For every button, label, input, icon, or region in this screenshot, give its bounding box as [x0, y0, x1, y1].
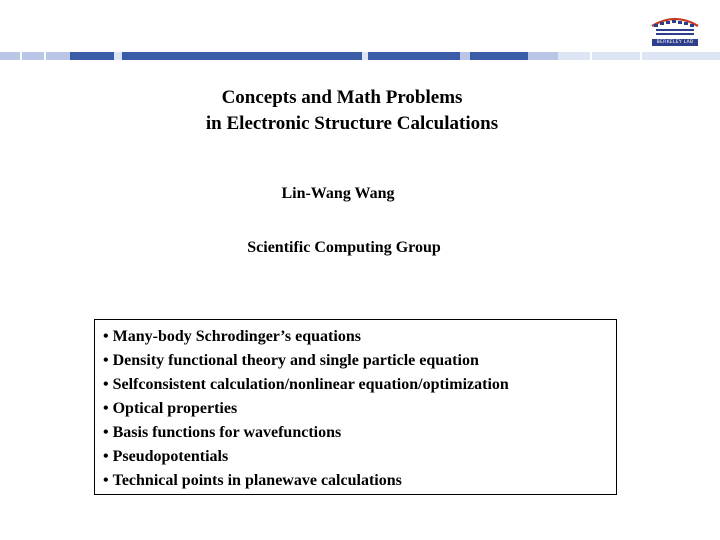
header-bar-segment [0, 52, 70, 60]
header-bar-gap [20, 52, 22, 60]
affiliation: Scientific Computing Group [247, 239, 441, 256]
header-bar-segment [368, 52, 460, 60]
logo-text: BERKELEY LAB [656, 40, 694, 45]
header-bar-gap [44, 52, 46, 60]
header-bar-segment [114, 52, 122, 60]
topic-item: • Density functional theory and single particle equation [103, 349, 616, 373]
header-bar [0, 52, 720, 60]
header-bar-segment [470, 52, 528, 60]
header-bar-segment [70, 52, 114, 60]
topics-box [94, 319, 617, 495]
topic-item: • Pseudopotentials [103, 445, 616, 469]
title-line-1: Concepts and Math Problems [221, 87, 463, 108]
topic-item: • Many-body Schrodinger’s equations [103, 325, 616, 349]
topic-item: • Selfconsistent calculation/nonlinear equation/optimization [103, 373, 616, 397]
header-bar-segment [122, 52, 362, 60]
header-bar-segment [558, 52, 720, 60]
header-bar-gap [640, 52, 642, 60]
header-bar-gap [590, 52, 592, 60]
title-line-2: in Electronic Structure Calculations [205, 113, 499, 134]
header-bar-segment [528, 52, 558, 60]
berkeley-lab-logo [648, 10, 702, 48]
header-bar-segment [460, 52, 470, 60]
topics-list [103, 325, 616, 493]
topic-item: • Technical points in planewave calculations [103, 469, 616, 493]
topic-item: • Optical properties [103, 397, 616, 421]
topic-item: • Basis functions for wavefunctions [103, 421, 616, 445]
author-name: Lin-Wang Wang [281, 185, 395, 202]
